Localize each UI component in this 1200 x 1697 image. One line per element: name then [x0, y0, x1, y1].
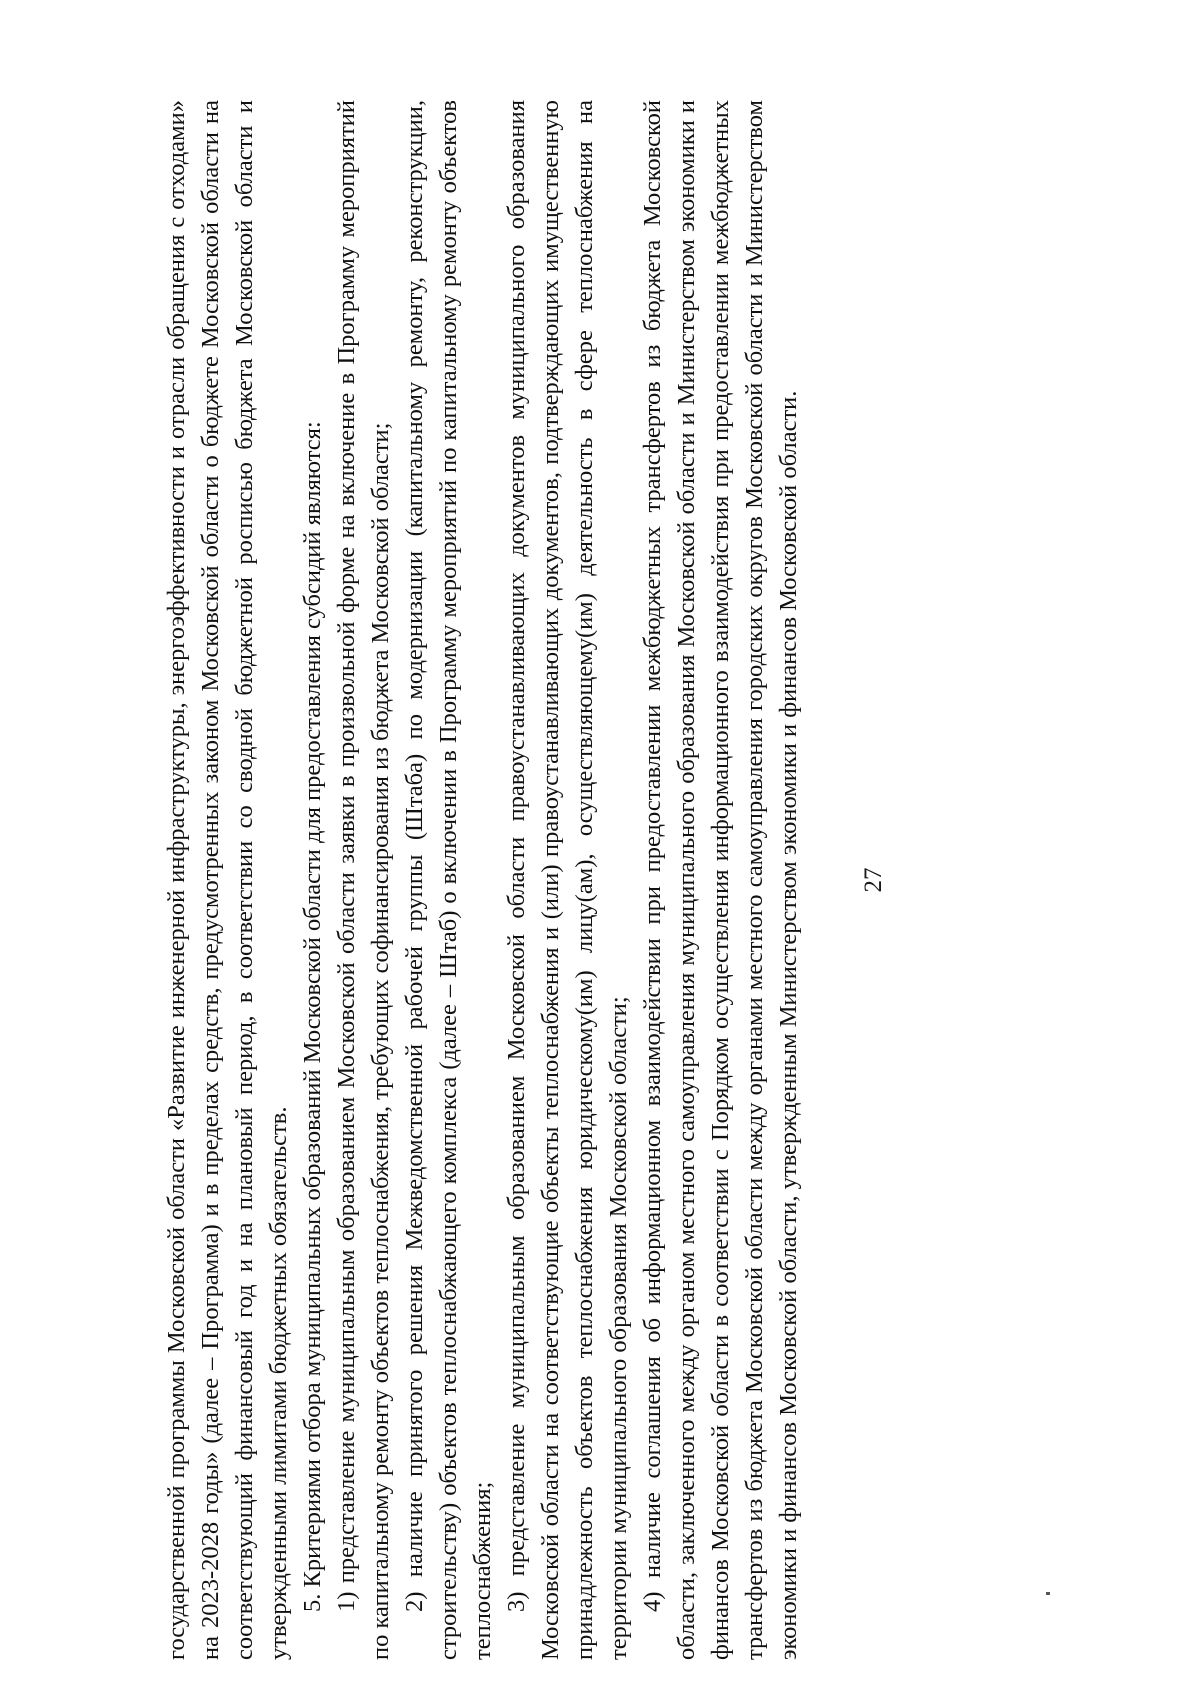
- paragraph-criterion-4: 4) наличие соглашения об информационном взаимодействии при предоставлении межбюджетных трансфертов из бюджета Московской области, заключенного между органом местного самоуправления муниципального образования Московской области и Министерством экономики и финансов Московской области в соответствии с Порядком осуществления информационного взаимодействия при предоставлении межбюджетных трансфертов из бюджета Московской области между органами местного самоуправления городских округов Московской области и Министерством экономики и финансов Московской области, утвержденным Министерством экономики и финансов Московской области.: [639, 100, 802, 1660]
- page-number: 27: [860, 867, 887, 893]
- paragraph-criterion-3: 3) представление муниципальным образованием Московской области правоустанавливающих документов муниципального образования Московской области на соответствующие объекты теплоснабжения и (или) правоустанавливающих документов, подтверждающих имущественную принадлежность объектов теплоснабжения юридическому(им) лицу(ам), осуществляющему(им) деятельность в сфере теплоснабжения на территории муниципального образования Московской области;: [503, 100, 632, 1660]
- rotated-page-content: [160, 100, 1060, 1660]
- paragraph-program-intro: государственной программы Московской области «Развитие инженерной инфраструктуры, энергоэффективности и отрасли обращения с отходами» на 2023-2028 годы» (далее – Программа) и в пределах средств, предусмотренных законом Московской области о бюджете Московской области на соответствующий финансовый год и на плановый период, в соответствии со сводной бюджетной росписью бюджета Московской области и утвержденными лимитами бюджетных обязательств.: [163, 100, 292, 1660]
- paragraph-criterion-2: 2) наличие принятого решения Межведомственной рабочей группы (Штаба) по модернизации (капитальному ремонту, реконструкции, строительству) объектов теплоснабжающего комплекса (далее – Штаб) о включении в Программу мероприятий по капитальному ремонту объектов теплоснабжения;: [401, 100, 496, 1660]
- document-body: [160, 100, 806, 1660]
- scan-speck: [1046, 1592, 1050, 1595]
- paragraph-criterion-1: 1) представление муниципальным образованием Московской области заявки в произвольной форме на включение в Программу мероприятий по капитальному ремонту объектов теплоснабжения, требующих софинансирования из бюджета Московской области;: [333, 100, 394, 1660]
- paragraph-selection-criteria: 5. Критериями отбора муниципальных образований Московской области для предоставления субсидий являются:: [299, 421, 326, 1612]
